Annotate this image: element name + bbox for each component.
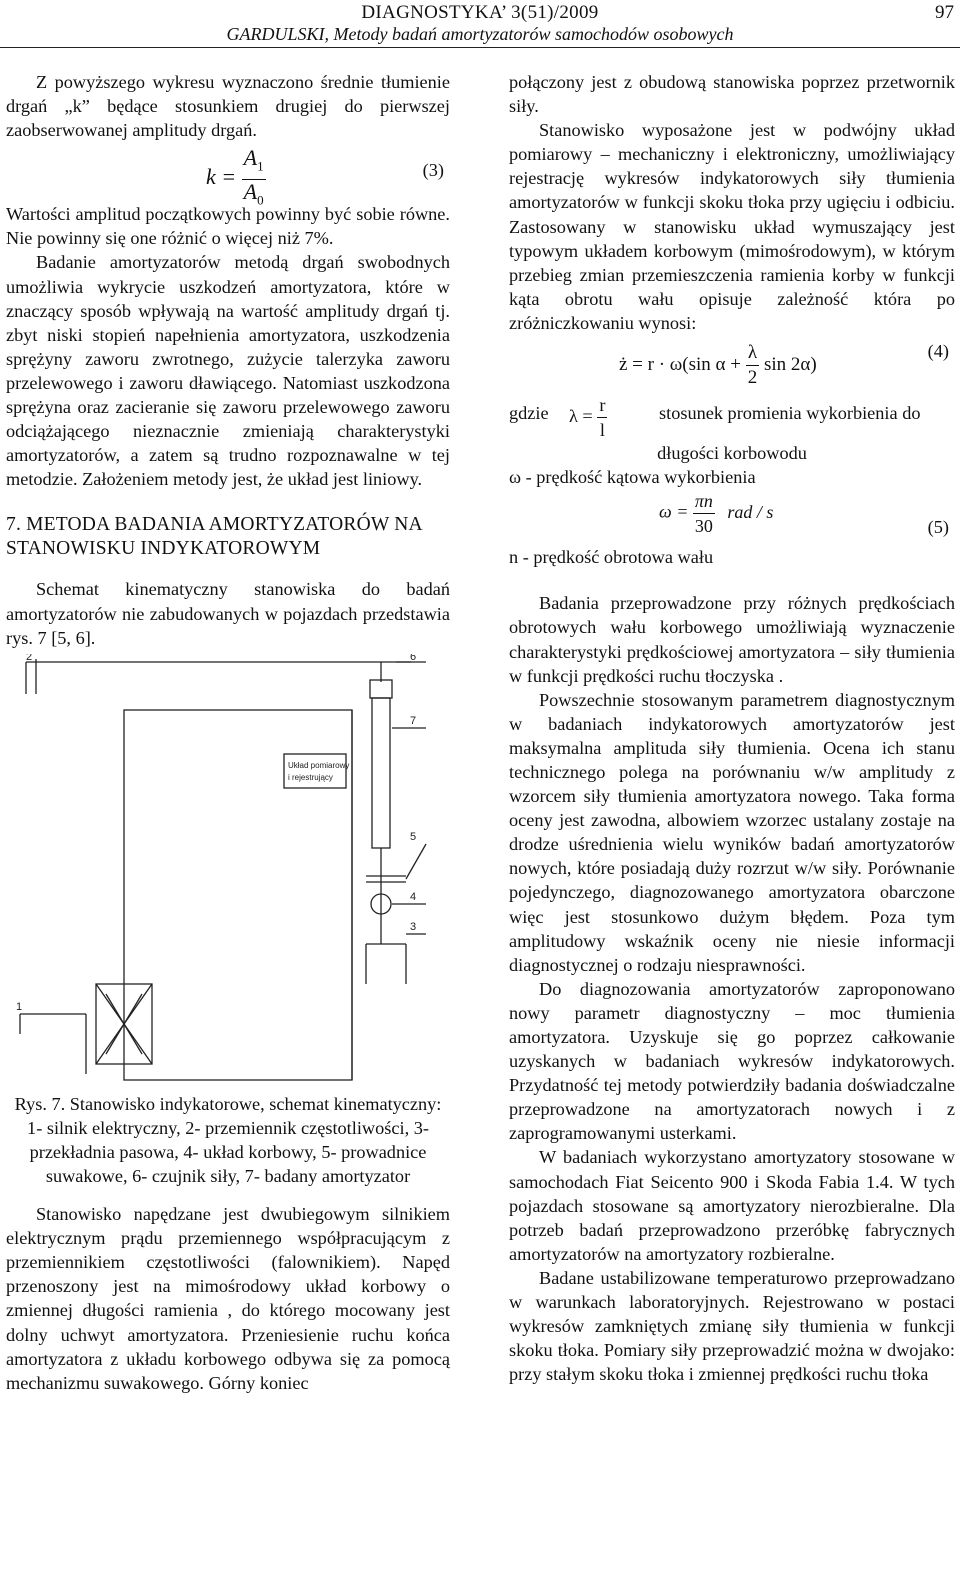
journal-title: DIAGNOSTYKA’ 3(51)/2009 xyxy=(361,2,599,23)
n-description: n - prędkość obrotowa wału xyxy=(509,547,714,568)
equation-rhs: sin 2α) xyxy=(763,353,817,375)
gdzie-label: gdzie xyxy=(509,403,549,424)
lambda-fraction xyxy=(597,393,607,442)
figure-label: 3 xyxy=(410,920,417,933)
right-column xyxy=(509,70,955,1386)
equation-denominator: 2 xyxy=(747,367,758,389)
paragraph: Badane ustabilizowane temperaturowo przeprowadzano w warunkach laboratoryjnych. Rejestrowano w postaci wykresów zamkniętych zmianę siły tłumienia w funkcji skoku tłoka. Pomiary siły przeprowadzić można w dwojako: przy stałym skoku tłoka i zmiennej prędkości ruchu tłoka xyxy=(509,1267,955,1385)
paragraph: Wartości amplitud początkowych powinny być sobie równe. Nie powinny się one różnić o więcej niż 7%. xyxy=(6,204,450,249)
header-rule xyxy=(0,47,960,48)
paragraph: Schemat kinematyczny stanowiska do badań amortyzatorów nie zabudowanych w pojazdach przedstawia rys. 7 [5, 6]. xyxy=(6,579,450,648)
equation-unit: rad / s xyxy=(727,501,774,522)
paragraph: Do diagnozowania amortyzatorów zaproponowano nowy parametr diagnostyczny – moc tłumienia amortyzatora. Uzyskuje się go poprzez całkowanie uzyskanych w badaniach wykresów indykatorowych. Przydatność tej metody potwierdziły badania doświadczalne przeprowadzone na amortyzatorach nowych i z zaprogramowanymi usterkami. xyxy=(509,978,955,1144)
lambda-definition xyxy=(509,391,955,441)
paragraph: Badanie amortyzatorów metodą drgań swobodnych umożliwia wykrycie uszkodzeń amortyzatora, które w znaczący sposób wpływają na wartość amplitudy drgań tj. zbyt niski stopień napełnienia amortyzatora, uszkodzenia sprężyny zaworu zwrotnego, zużycie talerzyka zaworu przelewowego i zaworu dławiącego. Natomiast uszkodzona sprężyna oraz zacieranie się zaworu przelewowego zaworu odciążającego nieznacznie zmieniają charakterystyki amortyzatorów, a zatem są trudno rozpoznawalne w tej metodzie. Założeniem metody jest, że układ jest liniowy. xyxy=(6,252,450,490)
equation-lhs: ż = r · ω(sin α + xyxy=(619,353,741,375)
equation-fraction xyxy=(746,341,760,390)
equation-3 xyxy=(6,142,450,208)
omega-description: ω - prędkość kątowa wykorbienia xyxy=(509,467,756,488)
running-title: GARDULSKI, Metody badań amortyzatorów samochodów osobowych xyxy=(226,24,734,44)
equation-numerator-sub: 1 xyxy=(257,158,264,174)
paragraph: Z powyższego wykresu wyznaczono średnie tłumienie drgań „k” będące stosunkiem drugiej do pierwszej zaobserwowanej amplitudy drgań. xyxy=(6,72,450,141)
equation-number: (3) xyxy=(422,160,444,181)
equation-numerator: λ xyxy=(746,341,760,366)
figure-box-label: Układ pomiarowy xyxy=(288,760,350,770)
figure-label: 7 xyxy=(410,714,417,727)
lambda-lhs: λ = xyxy=(569,405,593,426)
figure-label: 6 xyxy=(410,653,417,663)
equation-5 xyxy=(509,489,955,545)
section-heading: 7. METODA BADANIA AMORTYZATORÓW NA STANOWISKU INDYKATOROWYM xyxy=(6,514,422,560)
equation-lhs: ω = xyxy=(659,501,689,522)
equation-denominator: A xyxy=(243,178,258,204)
figure-label: 2 xyxy=(26,653,33,663)
equation-4 xyxy=(509,335,955,391)
figure-label: 4 xyxy=(410,890,417,903)
paragraph: Stanowisko napędzane jest dwubiegowym silnikiem elektrycznym prądu przemiennego współpracującym z przemiennikiem częstotliwości (falownikiem). Napęd przenoszony jest na mimośrodowy układ korbowy o zmiennej długości ramienia , do którego mocowany jest dolny uchwyt amortyzatora. Przeniesienie ruchu końca amortyzatora z układu korbowego odbywa się za pomocą mechanizmu suwakowego. Górny koniec xyxy=(6,1204,450,1393)
figure-label: 1 xyxy=(16,1000,23,1013)
paragraph: Powszechnie stosowanym parametrem diagnostycznym w badaniach indykatorowych amortyzatorów jest maksymalna amplituda siły tłumienia. Ocena ich stanu technicznego polega na porównaniu w/w amplitudy z wzorcem siły tłumienia amortyzatora nowego. Taka forma oceny jest zawodna, albowiem wzorzec ustalany zostaje na drodze uśrednienia wielu wyników badań amortyzatorów nowych, które posiadają duży rozrzut w/w siły. Porównanie pojedynczego, diagnozowanego amortyzatora obarczone więc jest stosunkowo dużym błędem. Poza tym amplitudowy wskaźnik oceny nie niesie informacji diagnostycznej o rodzaju niesprawności. xyxy=(509,689,955,975)
figure-label: 5 xyxy=(410,830,417,843)
equation-number: (5) xyxy=(927,517,949,538)
paragraph: W badaniach wykorzystano amortyzatory stosowane w samochodach Fiat Seicento 900 i Skoda Fabia 1.4. W tych pojazdach stosowane są amortyzatory nierozbieralne. Dla potrzeb badań przeprowadzono przeróbkę fabrycznych amortyzatorów na amortyzatory rozbieralne. xyxy=(509,1147,955,1264)
equation-fraction xyxy=(693,489,715,538)
equation-denominator-sub: 0 xyxy=(257,192,264,208)
equation-numerator: A xyxy=(243,145,258,171)
page-header xyxy=(0,0,960,48)
equation-number: (4) xyxy=(927,341,949,362)
equation-denominator: 30 xyxy=(694,516,713,537)
kinematic-diagram xyxy=(6,654,450,1084)
equation-fraction xyxy=(242,146,266,212)
lambda-description: stosunek promienia wykorbienia do xyxy=(659,403,921,424)
figure-box-label: i rejestrujący xyxy=(288,772,333,782)
paragraph: Stanowisko wyposażone jest w podwójny układ pomiarowy – mechaniczny i elektroniczny, umożliwiający rejestrację wykresów indykatorowych siły tłumienia amortyzatorów w funkcji skoku tłoka przy ugięciu i odbiciu. Zastosowany w stanowisku układ wymuszający jest typowym układem korbowym (mimośrodowym), w którym przebieg zmian przemieszczenia ramienia korby w funkcji kąta obrotu wału opisuje zależność która po zróżniczkowaniu wynosi: xyxy=(509,120,955,333)
figure-caption: Rys. 7. Stanowisko indykatorowe, schemat kinematyczny: 1- silnik elektryczny, 2- przemiennik częstotliwości, 3- przekładnia pasowa, 4- układ korbowy, 5- prowadnice suwakowe, 6- czujnik siły, 7- badany amortyzator xyxy=(14,1093,442,1186)
lambda-numerator: r xyxy=(597,393,607,418)
lambda-denominator: l xyxy=(599,420,605,441)
left-column xyxy=(6,70,450,1395)
page-number: 97 xyxy=(935,2,954,23)
paragraph: Badania przeprowadzone przy różnych prędkościach obrotowych wału korbowego umożliwiają wyznaczenie charakterystyki prędkościowej amortyzatora – siły tłumienia w funkcji prędkości ruchu tłoczyska . xyxy=(509,593,955,686)
lambda-description-cont: długości korbowodu xyxy=(657,443,807,464)
paragraph: połączony jest z obudową stanowiska poprzez przetwornik siły. xyxy=(509,72,955,117)
figure-7 xyxy=(6,654,450,1084)
equation-lhs: k = xyxy=(206,164,237,190)
equation-numerator: πn xyxy=(693,489,715,514)
